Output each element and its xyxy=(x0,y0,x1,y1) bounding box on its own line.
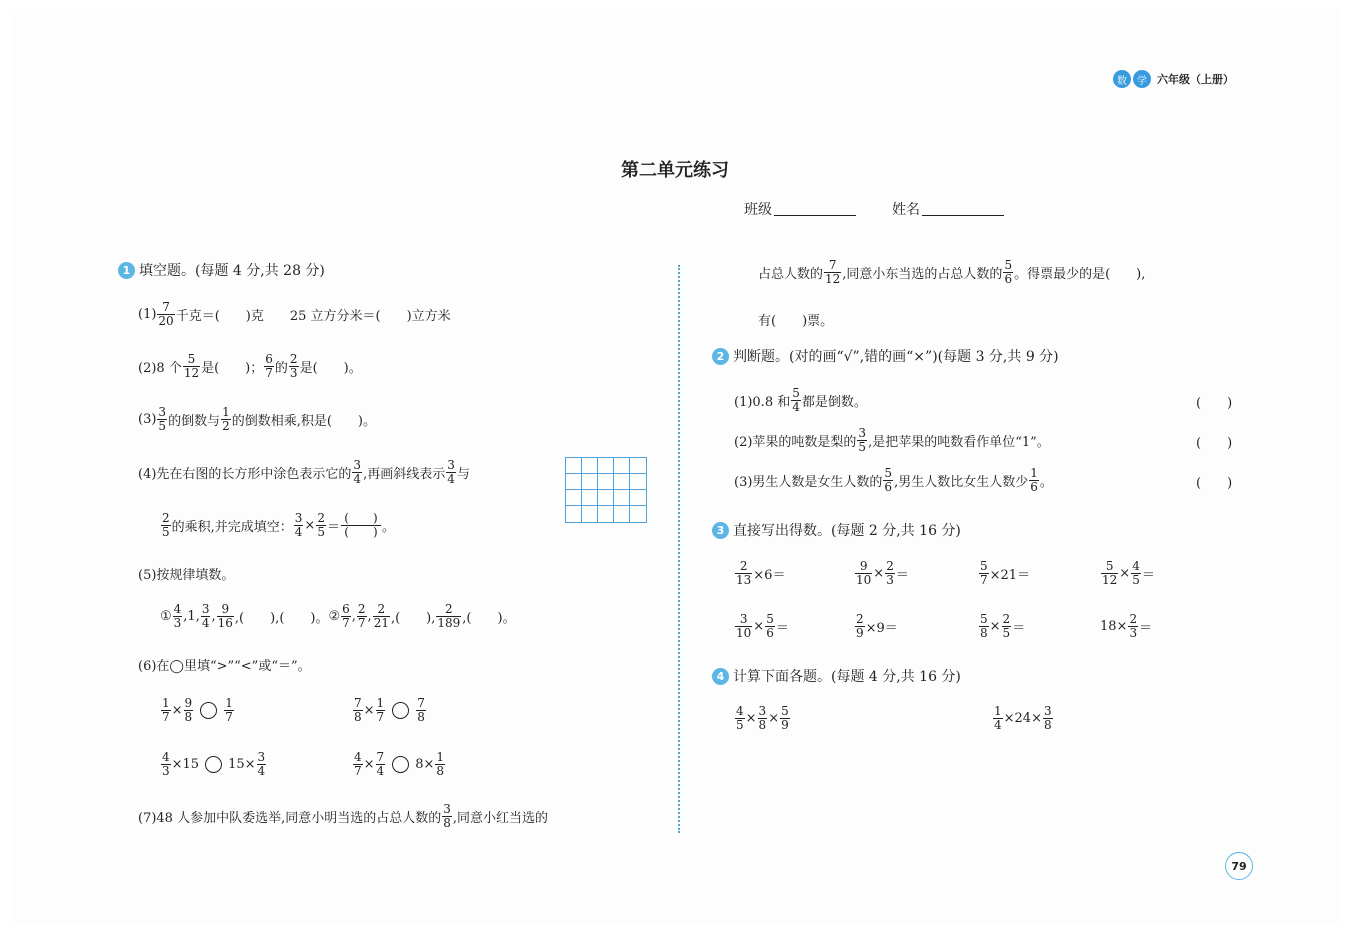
judge-answer-2[interactable]: ( ) xyxy=(1196,436,1233,451)
section-title: 计算下面各题。(每题 4 分,共 16 分) xyxy=(733,669,961,685)
section-title: 判断题。(对的画“√”,错的画“×”)(每题 3 分,共 9 分) xyxy=(733,349,1059,365)
book-header xyxy=(1113,70,1234,88)
q-text: ② xyxy=(328,609,341,624)
section-4-heading xyxy=(712,666,961,686)
q-text: 的倒数相乘,积是( )。 xyxy=(231,414,376,429)
column-divider xyxy=(678,265,680,833)
question-1-5-sequences xyxy=(160,603,516,630)
compare-circle[interactable] xyxy=(392,702,409,719)
q-text: 的乘积,并完成填空： xyxy=(171,520,293,535)
question-1-4-line2 xyxy=(160,512,395,539)
section-1-heading xyxy=(118,260,325,280)
name-field[interactable] xyxy=(922,203,1004,216)
compare-expr-2: $\frac{7}{8}$ × $\frac{1}{7}$ $\frac{7}{8}$ xyxy=(354,696,425,724)
calc-g: $\frac{5}{8}$ × $\frac{2}{5}$ ＝ xyxy=(980,612,1026,640)
fraction: $\frac{5}{12}$ xyxy=(183,352,200,380)
q-text: (7)48 人参加中队委选举,同意小明当选的占总人数的 xyxy=(138,811,442,826)
q-text: (4)先在右图的长方形中涂色表示它的 xyxy=(138,467,352,482)
grade-label: 六年级（上册） xyxy=(1157,73,1234,86)
calc-a: $\frac{2}{13}$ ×6＝ xyxy=(736,559,786,587)
q-text: 是( )。 xyxy=(299,361,362,376)
calc-d: $\frac{5}{12}$ × $\frac{4}{5}$ ＝ xyxy=(1102,559,1155,587)
section-number: 1 xyxy=(118,262,135,279)
fraction: $\frac{3}{8}$ xyxy=(443,802,451,830)
fraction: $\frac{2}{3}$ xyxy=(289,352,298,380)
compare-expr-1: $\frac{1}{7}$ × $\frac{9}{8}$ $\frac{1}{7}$ xyxy=(162,696,233,724)
fraction: $\frac{2}{5}$ xyxy=(317,511,325,539)
q-text: , xyxy=(367,609,372,624)
q-text: , xyxy=(351,609,356,624)
question-1-4-line1 xyxy=(138,459,470,486)
fraction: $\frac{3}{5}$ xyxy=(158,405,167,433)
operator: × xyxy=(304,518,316,533)
section-3-heading xyxy=(712,520,961,540)
question-1-7-line3: 有( )票。 xyxy=(758,314,834,329)
q-text: (2)8 个 xyxy=(138,361,182,376)
fraction: $\frac{6}{7}$ xyxy=(342,602,350,630)
question-1-2 xyxy=(138,353,362,380)
section-title: 直接写出得数。(每题 2 分,共 16 分) xyxy=(733,523,961,539)
student-info xyxy=(744,199,1004,219)
calc-h: 18× $\frac{2}{3}$ ＝ xyxy=(1100,612,1153,640)
section-number: 4 xyxy=(712,668,729,685)
fraction: $\frac{3}{4}$ xyxy=(294,511,303,539)
rectangle-grid[interactable] xyxy=(565,457,647,523)
fraction: $\frac{3}{4}$ xyxy=(353,458,362,486)
judge-2: (2)苹果的吨数是梨的 $\frac{3}{5}$ ,是把苹果的吨数看作单位“1”。 xyxy=(734,426,1050,454)
question-1-6-title: (6)在◯里填“>”“<”或“＝”。 xyxy=(138,659,311,674)
question-1-1 xyxy=(138,301,451,328)
compute-a: $\frac{4}{5}$ × $\frac{3}{8}$ × $\frac{5}{9}$ xyxy=(736,704,789,732)
q-text: (3) xyxy=(138,412,157,427)
calc-f: $\frac{2}{9}$ ×9＝ xyxy=(856,612,898,640)
q-text: ,( ), xyxy=(390,611,436,626)
q-text: 千克＝( )克 25 立方分米＝( )立方米 xyxy=(175,309,451,324)
compute-b: $\frac{1}{4}$ ×24× $\frac{3}{8}$ xyxy=(994,704,1052,732)
operator: ＝ xyxy=(326,520,340,535)
q-text: 与 xyxy=(456,467,470,482)
section-2-heading xyxy=(712,346,1059,366)
judge-1: (1)0.8 和 $\frac{5}{4}$ 都是倒数。 xyxy=(734,386,867,414)
answer-fraction-blank[interactable]: $\frac{( )}{( )}$ xyxy=(341,512,381,539)
calc-e: $\frac{3}{10}$ × $\frac{5}{6}$ ＝ xyxy=(736,612,789,640)
fraction: $\frac{9}{16}$ xyxy=(217,602,233,630)
question-1-3 xyxy=(138,406,376,433)
judge-answer-3[interactable]: ( ) xyxy=(1196,476,1233,491)
section-number: 2 xyxy=(712,348,729,365)
judge-answer-1[interactable]: ( ) xyxy=(1196,396,1233,411)
fraction: $\frac{7}{20}$ xyxy=(158,300,174,328)
name-label: 姓名 xyxy=(892,202,920,218)
compare-circle[interactable] xyxy=(205,756,222,773)
fraction: $\frac{2}{189}$ xyxy=(437,602,461,630)
compare-circle[interactable] xyxy=(392,756,409,773)
question-1-7-continued: 占总人数的 $\frac{7}{12}$ ,同意小东当选的占总人数的 $\frac{5}{6}$ 。得票最少的是( ), xyxy=(758,258,1146,286)
fraction: $\frac{6}{7}$ xyxy=(265,352,273,380)
question-1-5-title: (5)按规律填数。 xyxy=(138,568,235,583)
fraction: $\frac{4}{3}$ xyxy=(173,602,182,630)
q-text: 的倒数与 xyxy=(168,414,221,429)
calc-b: $\frac{9}{10}$ × $\frac{2}{3}$ ＝ xyxy=(856,559,909,587)
q-text: , xyxy=(211,609,216,624)
class-label: 班级 xyxy=(744,202,772,218)
fraction: $\frac{2}{21}$ xyxy=(373,602,389,630)
q-text: ,( )。 xyxy=(462,611,516,626)
compare-circle[interactable] xyxy=(200,702,217,719)
class-field[interactable] xyxy=(774,203,856,216)
q-text: ,同意小红当选的 xyxy=(452,811,549,826)
q-text: ,1, xyxy=(183,609,200,624)
section-title: 填空题。(每题 4 分,共 28 分) xyxy=(139,263,325,279)
q-text: (1) xyxy=(138,307,157,322)
q-text: ,再画斜线表示 xyxy=(363,467,446,482)
judge-3: (3)男生人数是女生人数的 $\frac{5}{6}$ ,男生人数比女生人数少 $\frac{1}{6}$ 。 xyxy=(734,466,1053,494)
q-text: ,( ),( )。 xyxy=(234,611,329,626)
fraction: $\frac{1}{2}$ xyxy=(222,405,230,433)
compare-expr-4: $\frac{4}{7}$ × $\frac{7}{4}$ 8× $\frac{1}{8}$ xyxy=(354,750,444,778)
question-1-7 xyxy=(138,803,548,830)
q-text: 。 xyxy=(381,520,395,535)
calc-c: $\frac{5}{7}$ ×21＝ xyxy=(980,559,1031,587)
fraction: $\frac{2}{5}$ xyxy=(162,511,170,539)
subject-badge-2: 学 xyxy=(1133,70,1151,88)
compare-expr-3: $\frac{4}{3}$ ×15 15× $\frac{3}{4}$ xyxy=(162,750,266,778)
fraction: $\frac{2}{7}$ xyxy=(357,602,366,630)
q-text: ① xyxy=(160,609,172,624)
fraction: $\frac{3}{4}$ xyxy=(201,602,210,630)
q-text: 是( )； xyxy=(201,361,264,376)
subject-badge-1: 数 xyxy=(1113,70,1131,88)
page-number: 79 xyxy=(1225,852,1253,880)
q-text: 的 xyxy=(274,361,288,376)
section-number: 3 xyxy=(712,522,729,539)
page-title: 第二单元练习 xyxy=(621,160,729,181)
fraction: $\frac{3}{4}$ xyxy=(447,458,455,486)
